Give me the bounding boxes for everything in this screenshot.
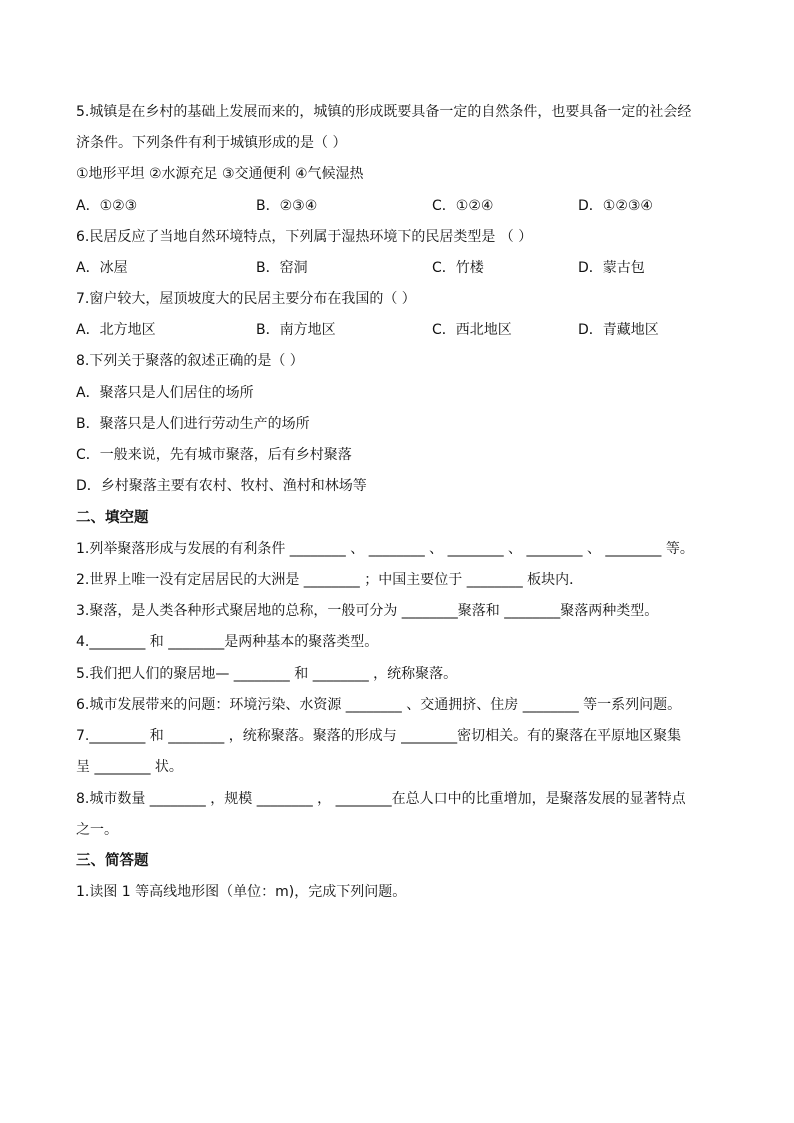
q8-stem: 8.下列关于聚落的叙述正确的是（ ） bbox=[76, 353, 304, 369]
fill-blank-q1: 1.列举聚落形成与发展的有利条件 ________ 、 ________ 、 ________ 、 ________ 、 ________ 等。 bbox=[76, 541, 694, 557]
q5-stem-line2: 济条件。下列条件有利于城镇形成的是（ ） bbox=[76, 135, 347, 151]
section-heading-fill-blank: 二、填空题 bbox=[76, 510, 149, 526]
q7-stem: 7.窗户较大，屋顶坡度大的民居主要分布在我国的（ ） bbox=[76, 291, 416, 307]
fill-blank-q2: 2.世界上唯一没有定居居民的大洲是 ________ ；中国主要位于 ________ 板块内． bbox=[76, 572, 584, 588]
q8-option-b: B．聚落只是人们进行劳动生产的场所 bbox=[76, 416, 310, 432]
section-heading-short-answer: 三、简答题 bbox=[76, 853, 149, 869]
q5-stem-line1: 5.城镇是在乡村的基础上发展而来的，城镇的形成既要具备一定的自然条件，也要具备一定的社会经 bbox=[76, 104, 692, 120]
q5-option-d: D．①②③④ bbox=[578, 198, 653, 214]
short-answer-q1: 1.读图 1 等高线地形图（单位：m)，完成下列问题。 bbox=[76, 884, 407, 900]
q5-conditions: ①地形平坦 ②水源充足 ③交通便利 ④气候湿热 bbox=[76, 166, 364, 182]
q7-option-b: B．南方地区 bbox=[256, 322, 336, 338]
fill-blank-q6: 6.城市发展带来的问题：环境污染、水资源 ________ 、交通拥挤、住房 ________ 等一系列问题。 bbox=[76, 697, 682, 713]
fill-blank-q8-line2: 之一。 bbox=[76, 822, 118, 838]
q5-option-c: C．①②④ bbox=[432, 198, 494, 214]
fill-blank-q3: 3.聚落，是人类各种形式聚居地的总称，一般可分为 ________聚落和 ________聚落两种类型。 bbox=[76, 603, 659, 619]
q7-option-a: A．北方地区 bbox=[76, 322, 156, 338]
q8-option-a: A．聚落只是人们居住的场所 bbox=[76, 385, 254, 401]
q6-option-d: D．蒙古包 bbox=[578, 260, 645, 276]
q7-option-d: D．青藏地区 bbox=[578, 322, 659, 338]
q6-stem: 6.民居反应了当地自然环境特点，下列属于湿热环境下的民居类型是 （ ） bbox=[76, 229, 533, 245]
q5-option-a: A．①②③ bbox=[76, 198, 138, 214]
fill-blank-q7-line1: 7.________ 和 ________ ，统称聚落。聚落的形成与 ________密切相关。有的聚落在平原地区聚集 bbox=[76, 728, 682, 744]
q8-option-d: D．乡村聚落主要有农村、牧村、渔村和林场等 bbox=[76, 478, 367, 494]
q7-option-c: C．西北地区 bbox=[432, 322, 512, 338]
q6-option-a: A．冰屋 bbox=[76, 260, 128, 276]
q6-option-c: C．竹楼 bbox=[432, 260, 484, 276]
fill-blank-q8-line1: 8.城市数量 ________ ，规模 ________ ， ________在总人口中的比重增加，是聚落发展的显著特点 bbox=[76, 791, 686, 807]
q8-option-c: C．一般来说，先有城市聚落，后有乡村聚落 bbox=[76, 447, 352, 463]
q5-option-b: B．②③④ bbox=[256, 198, 318, 214]
fill-blank-q4: 4.________ 和 ________是两种基本的聚落类型。 bbox=[76, 634, 379, 650]
fill-blank-q7-line2: 呈 ________ 状。 bbox=[76, 759, 183, 775]
q6-option-b: B．窑洞 bbox=[256, 260, 308, 276]
fill-blank-q5: 5.我们把人们的聚居地— ________ 和 ________ ，统称聚落。 bbox=[76, 666, 458, 682]
